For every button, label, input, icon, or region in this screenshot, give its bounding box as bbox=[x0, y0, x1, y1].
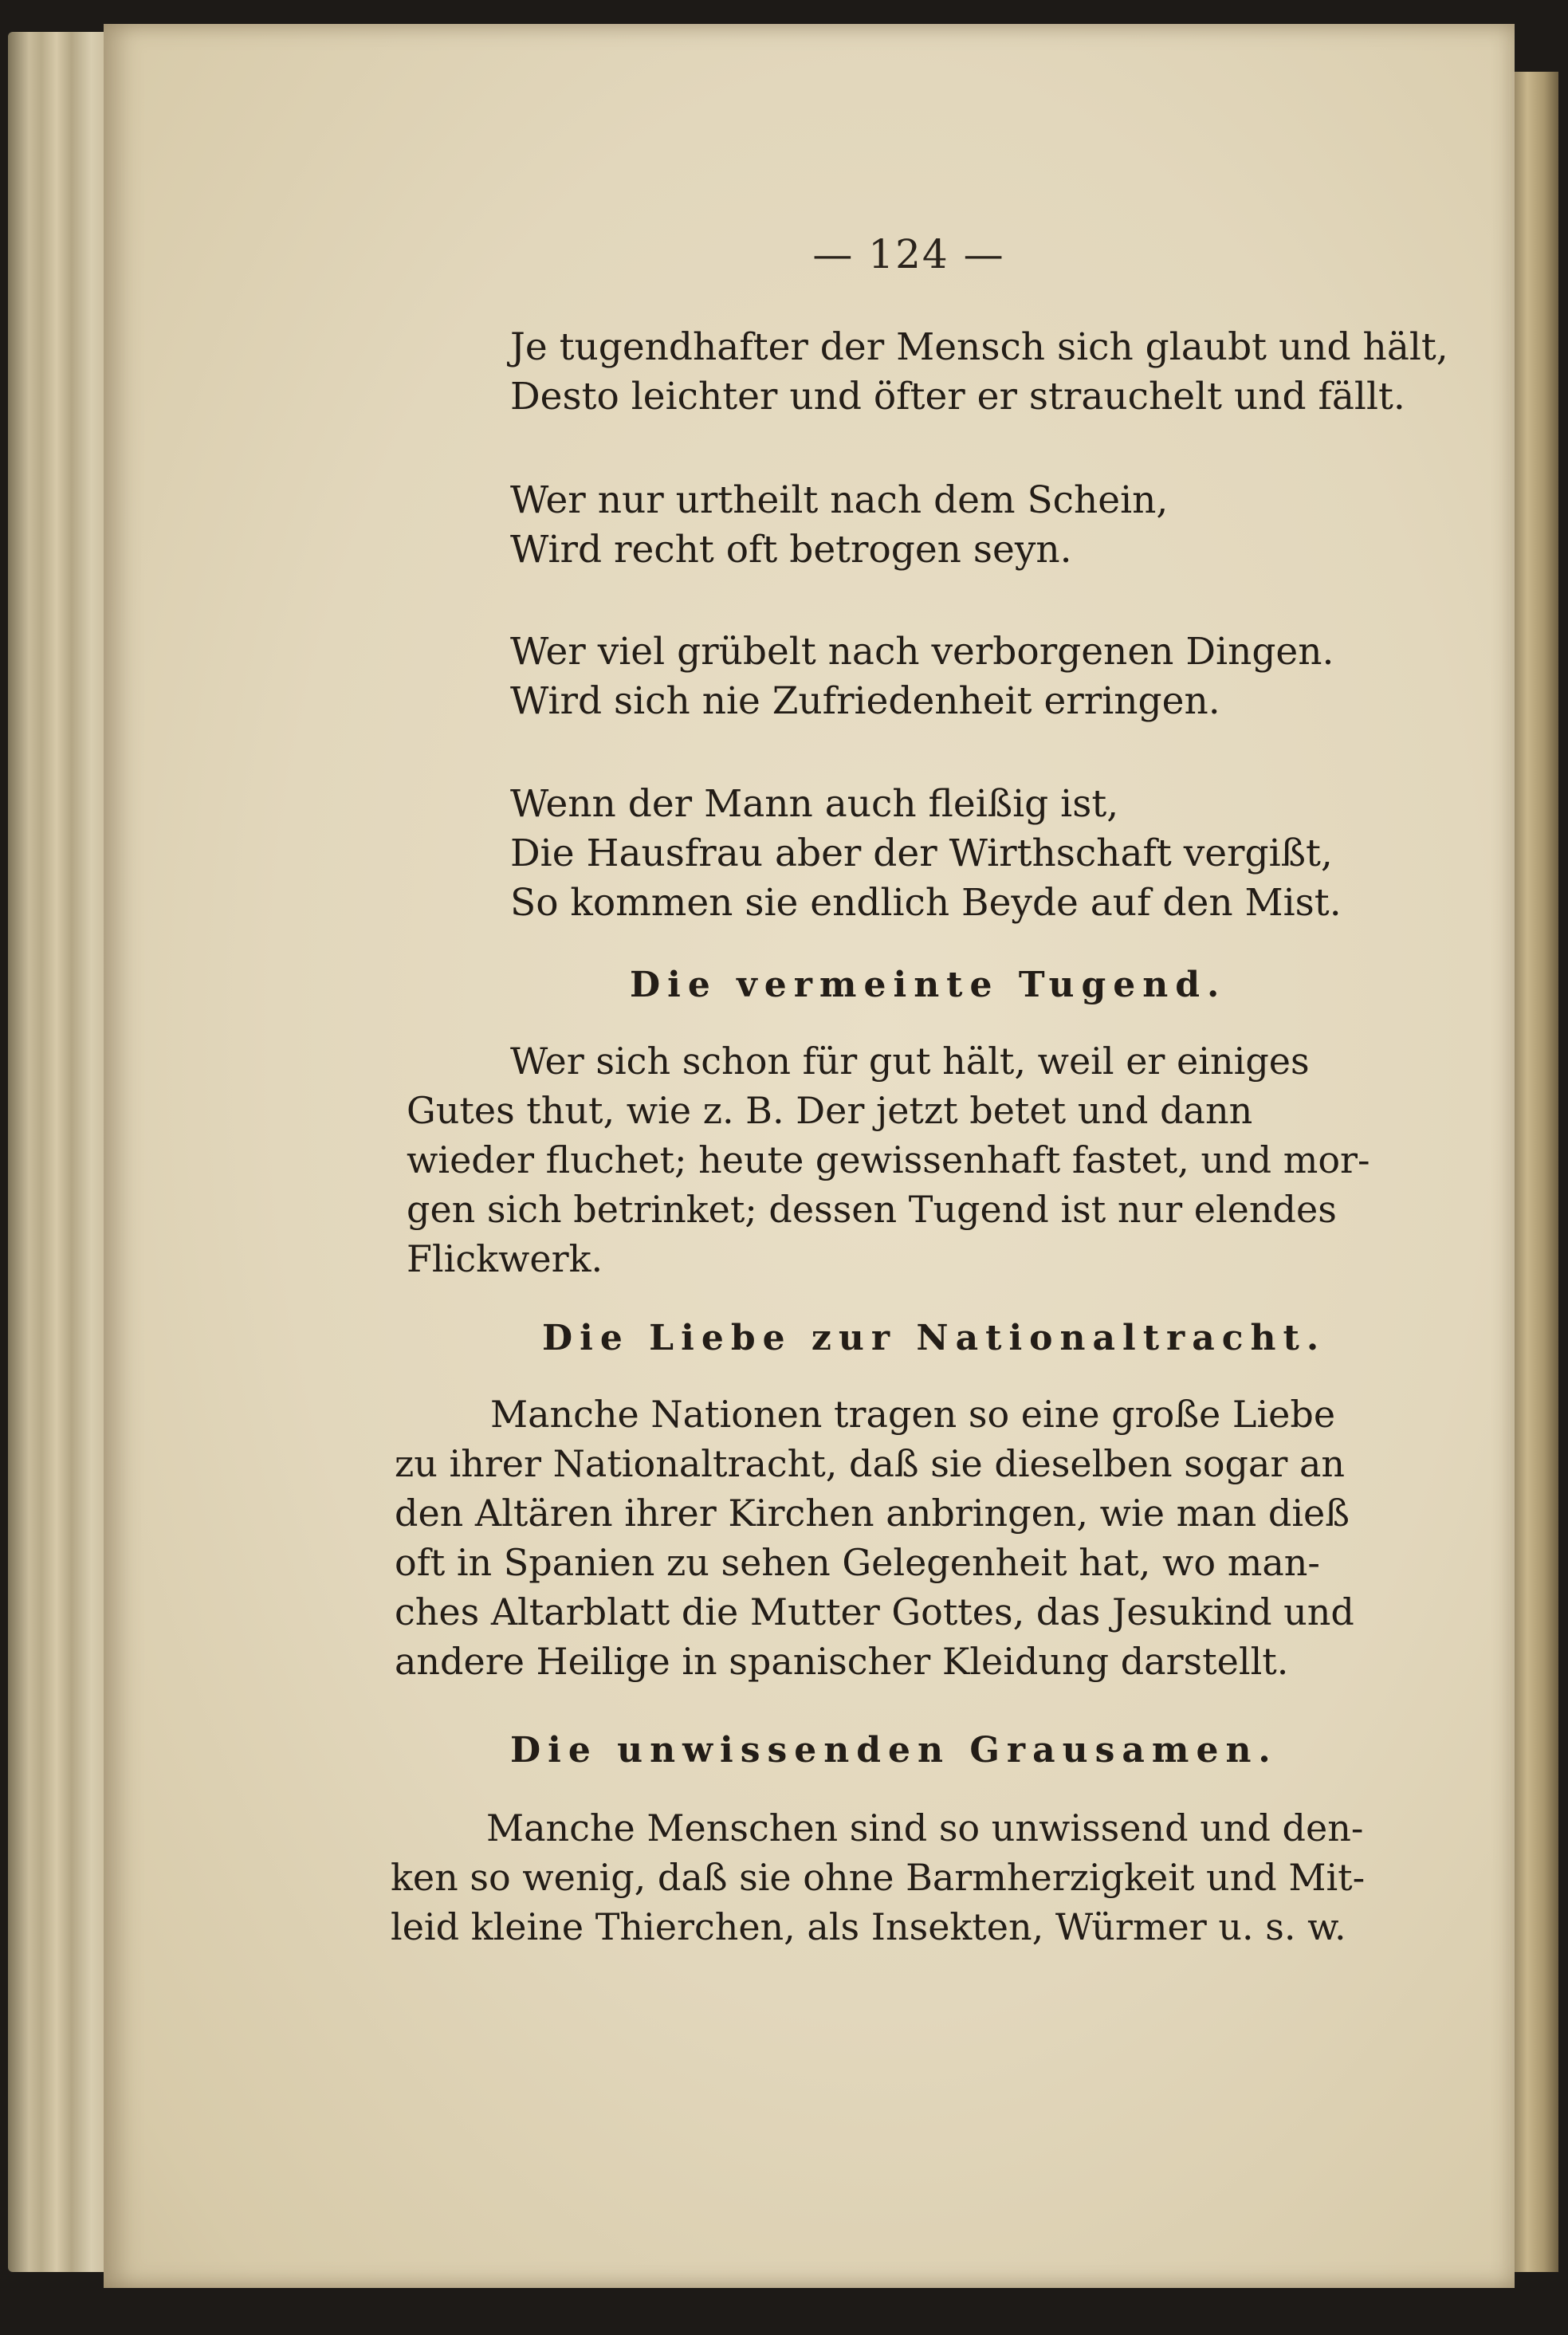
paragraph-line: andere Heilige in spanischer Kleidung darstellt. bbox=[395, 1640, 1289, 1683]
stanza-1 bbox=[510, 323, 1448, 422]
paragraph-line: gen sich betrinket; dessen Tugend ist nur elendes bbox=[407, 1188, 1337, 1231]
verse-line: Wenn der Mann auch fleißig ist, bbox=[510, 782, 1119, 826]
verse-line: Wird sich nie Zufriedenheit erringen. bbox=[510, 679, 1220, 723]
paragraph-line: leid kleine Thierchen, als Insekten, Würmer u. s. w. bbox=[391, 1905, 1346, 1948]
verse-line: Wer viel grübelt nach verborgenen Dingen. bbox=[510, 630, 1334, 674]
stanza-2 bbox=[510, 476, 1168, 575]
paragraph-line: Manche Nationen tragen so eine große Liebe bbox=[490, 1393, 1336, 1436]
paragraph-line: ches Altarblatt die Mutter Gottes, das Jesukind und bbox=[395, 1590, 1354, 1633]
section-heading: Die unwissenden Grausamen. bbox=[510, 1730, 1278, 1771]
verse-line: So kommen sie endlich Beyde auf den Mist. bbox=[510, 881, 1342, 925]
verse-line: Die Hausfrau aber der Wirthschaft vergißt, bbox=[510, 831, 1333, 875]
verse-line: Wer nur urtheilt nach dem Schein, bbox=[510, 478, 1169, 522]
paragraph-line: Flickwerk. bbox=[407, 1237, 603, 1280]
section-paragraph bbox=[407, 1036, 1370, 1283]
paragraph-line: wieder fluchet; heute gewissenhaft fastet, und mor- bbox=[407, 1138, 1370, 1181]
section-heading: Die vermeinte Tugend. bbox=[630, 965, 1227, 1005]
verse-line: Je tugendhafter der Mensch sich glaubt und hält, bbox=[510, 325, 1448, 369]
stanza-4 bbox=[510, 780, 1342, 928]
verse-line: Desto leichter und öfter er strauchelt und fällt. bbox=[510, 375, 1405, 419]
verse-line: Wird recht oft betrogen seyn. bbox=[510, 528, 1072, 572]
paragraph-line: den Altären ihrer Kirchen anbringen, wie man dieß bbox=[395, 1492, 1350, 1535]
paragraph-line: ken so wenig, daß sie ohne Barmherzigkeit und Mit- bbox=[391, 1856, 1366, 1899]
paragraph-line: Manche Menschen sind so unwissend und den- bbox=[486, 1806, 1364, 1850]
paragraph-line: oft in Spanien zu sehen Gelegenheit hat, wo man- bbox=[395, 1541, 1320, 1584]
section-heading: Die Liebe zur Nationaltracht. bbox=[542, 1318, 1326, 1358]
paragraph-line: Gutes thut, wie z. B. Der jetzt betet und dann bbox=[407, 1089, 1253, 1132]
stanza-3 bbox=[510, 627, 1334, 726]
section-paragraph bbox=[395, 1390, 1354, 1686]
paragraph-line: zu ihrer Nationaltracht, daß sie dieselben sogar an bbox=[395, 1442, 1346, 1485]
right-page-edge bbox=[1511, 72, 1558, 2272]
paragraph-line: Wer sich schon für gut hält, weil er einiges bbox=[510, 1040, 1310, 1083]
section-paragraph bbox=[391, 1803, 1365, 1952]
page-number: — 124 — bbox=[812, 231, 1005, 277]
